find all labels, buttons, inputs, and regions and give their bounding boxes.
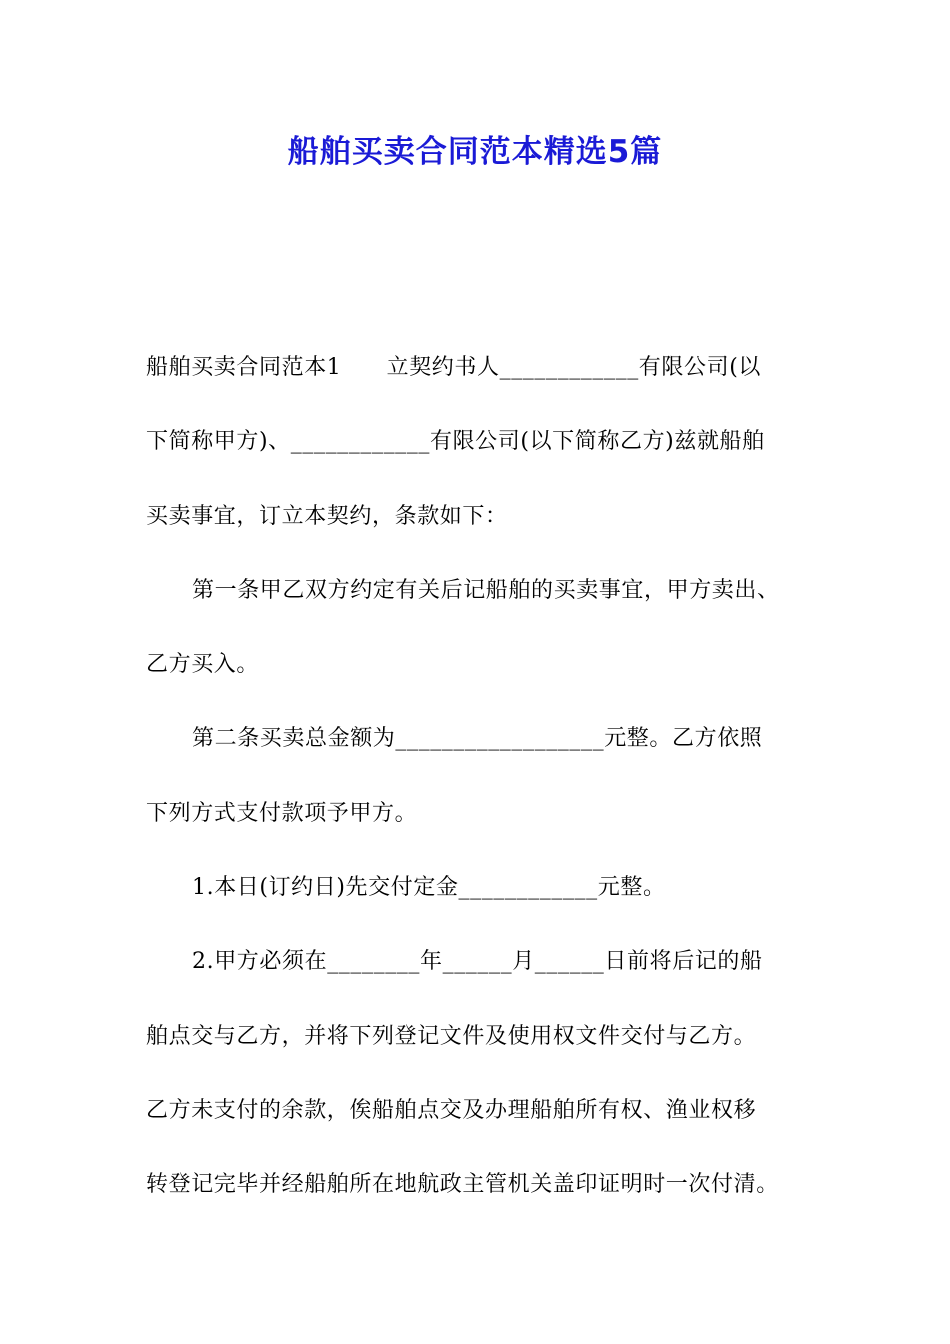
body-line: 下列方式支付款项予甲方。 [146,800,418,826]
document-body [146,331,814,1223]
body-line: 舶点交与乙方，并将下列登记文件及使用权文件交付与乙方。 [146,1023,757,1049]
article-1-line: 第一条甲乙双方约定有关后记船舶的买卖事宜，甲方卖出、 [192,577,780,603]
body-line: 船舶买卖合同范本1 立契约书人____________有限公司(以 [146,355,761,380]
body-line: 乙方买入。 [146,652,260,678]
body-line: 买卖事宜，订立本契约，条款如下： [146,503,508,529]
document-title: 船舶买卖合同范本精选5篇 [287,134,663,170]
body-line: 转登记完毕并经船舶所在地航政主管机关盖印证明时一次付清。 [146,1172,779,1198]
item-1-line: 1.本日(订约日)先交付定金____________元整。 [192,875,666,901]
body-line: 下简称甲方)、____________有限公司(以下简称乙方)兹就船舶 [146,429,765,455]
item-2-line: 2.甲方必须在________年______月______日前将后记的船 [192,949,763,975]
body-line: 乙方未支付的余款，俟船舶点交及办理船舶所有权、渔业权移 [146,1097,757,1123]
article-2-line: 第二条买卖总金额为__________________元整。乙方依照 [192,726,763,752]
